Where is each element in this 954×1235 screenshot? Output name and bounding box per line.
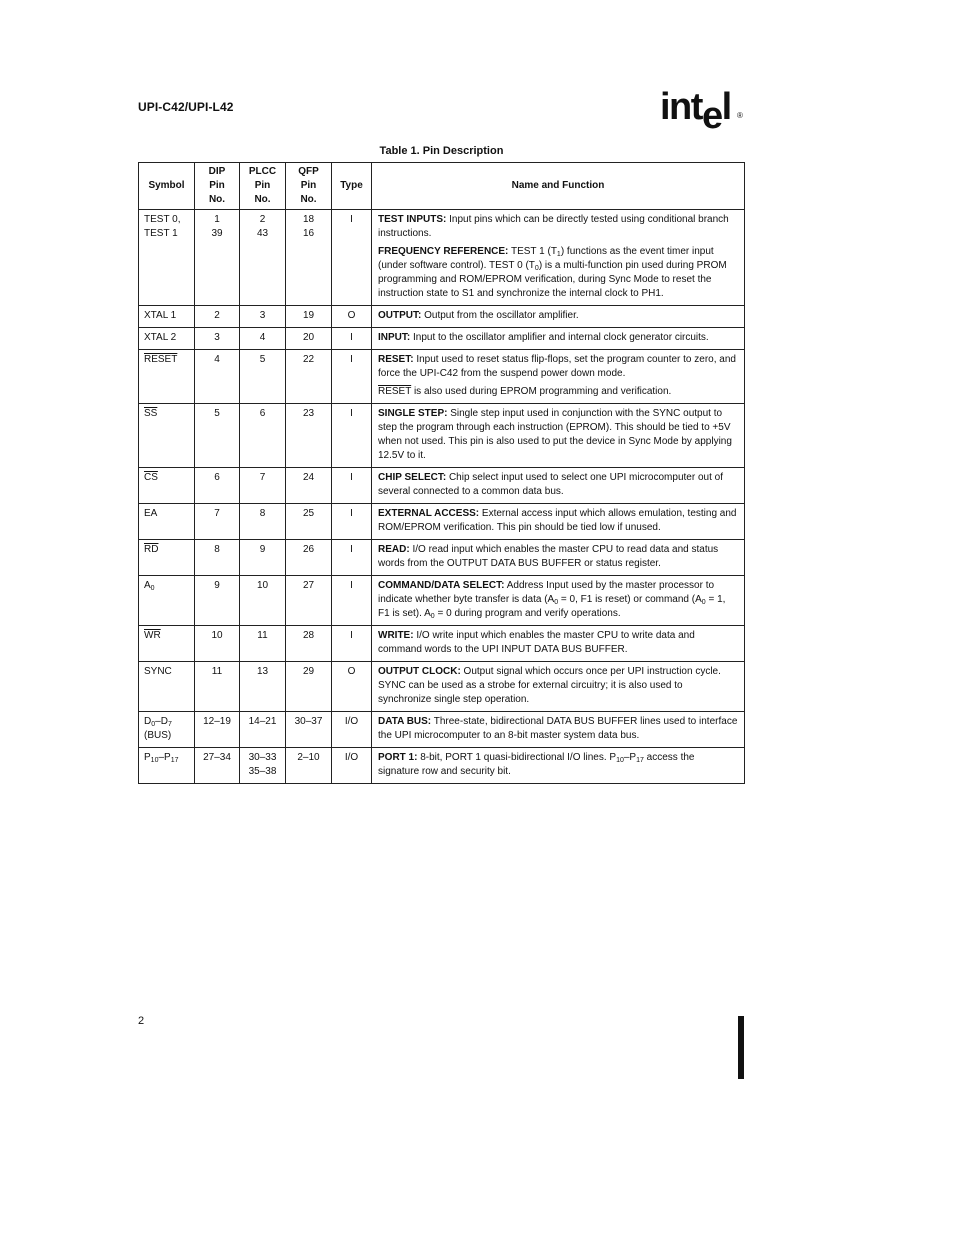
plcc-cell: 5 [240,350,286,404]
type-cell: I [332,504,372,540]
qfp-cell: 29 [286,662,332,712]
symbol-cell: RESET [139,350,195,404]
plcc-cell: 30–33 35–38 [240,748,286,784]
description-cell: COMMAND/DATA SELECT: Address Input used by the master processor to indicate whether byte transfer is data ($A_0 = 0$, F1 is reset) or command ($A_0 = 1$, F1 is set). $A_0 = 0$ during program and verify operations. [372,576,745,626]
symbol-cell: $P_{10}-P_{17}$ [139,748,195,784]
description-cell: RESET: Input used to reset status flip-flops, set the program counter to zero, and force the UPI-C42 from the suspend power down mode. RESET is also used during EPROM programming and verification. [372,350,745,404]
dip-cell: 10 [195,626,240,662]
plcc-cell: 3 [240,306,286,328]
table-row [139,712,745,748]
qfp-cell: 20 [286,328,332,350]
dip-cell: 7 [195,504,240,540]
table-row [139,504,745,540]
symbol-cell: SYNC [139,662,195,712]
description-cell: SINGLE STEP: Single step input used in conjunction with the SYNC output to step the program through each instruction (EPROM). This should be tied to +5V when not used. This pin is also used to put the device in Sync Mode by applying 12.5V to it. [372,404,745,468]
qfp-cell: 30–37 [286,712,332,748]
col-symbol: Symbol [139,163,195,210]
qfp-cell: 27 [286,576,332,626]
revision-change-bar [738,1016,744,1079]
table-row [139,748,745,784]
type-cell: I [332,404,372,468]
type-cell: O [332,662,372,712]
table-row [139,468,745,504]
plcc-cell: 11 [240,626,286,662]
type-cell: I [332,576,372,626]
symbol-cell: XTAL 1 [139,306,195,328]
type-cell: I/O [332,748,372,784]
symbol-cell: $\overline{SS}$ [139,404,195,468]
table-row [139,210,745,306]
qfp-cell: 25 [286,504,332,540]
description-cell: OUTPUT: Output from the oscillator amplifier. [372,306,745,328]
type-cell: I/O [332,712,372,748]
table-row [139,662,745,712]
col-qfp: QFP Pin No. [286,163,332,210]
table-caption: Table 1. Pin Description [379,145,504,157]
description-cell: TEST INPUTS: Input pins which can be directly tested using conditional branch instructions. FREQUENCY REFERENCE: TEST 1 $(T_1)$ functions as the event timer input (under software control). TEST 0 $(T_0)$ is a multi-function pin used during PROM programming and ROM/EPROM verification, during Sync Mode to reset the instruction state to S1 and synchronize the internal clock to PH1. [372,210,745,306]
plcc-cell: 6 [240,404,286,468]
qfp-cell: 2–10 [286,748,332,784]
description-cell: OUTPUT CLOCK: Output signal which occurs once per UPI instruction cycle. SYNC can be used as a strobe for external circuitry; it is also used to synchronize single step operation. [372,662,745,712]
description-cell: WRITE: I/O write input which enables the master CPU to write data and command words to the UPI INPUT DATA BUS BUFFER. [372,626,745,662]
plcc-cell: 9 [240,540,286,576]
qfp-cell: 18 16 [286,210,332,306]
qfp-cell: 28 [286,626,332,662]
symbol-cell: $\overline{RD}$ [139,540,195,576]
plcc-cell: 4 [240,328,286,350]
symbol-cell: EA [139,504,195,540]
table-row [139,540,745,576]
type-cell: I [332,350,372,404]
dip-cell: 3 [195,328,240,350]
type-cell: I [332,626,372,662]
col-dip: DIP Pin No. [195,163,240,210]
table-row [139,328,745,350]
description-cell: INPUT: Input to the oscillator amplifier and internal clock generator circuits. [372,328,745,350]
symbol-cell: $\overline{CS}$ [139,468,195,504]
type-cell: O [332,306,372,328]
plcc-cell: 2 43 [240,210,286,306]
type-cell: I [332,468,372,504]
plcc-cell: 13 [240,662,286,712]
table-row [139,626,745,662]
intel-logo: intel ® [660,86,743,137]
pin-description-table [138,162,745,784]
dip-cell: 27–34 [195,748,240,784]
col-plcc: PLCC Pin No. [240,163,286,210]
description-cell: EXTERNAL ACCESS: External access input which allows emulation, testing and ROM/EPROM verification. This pin should be tied low if unused. [372,504,745,540]
table-header-row [139,163,745,210]
col-name-function: Name and Function [372,163,745,210]
table-row [139,404,745,468]
description-cell: PORT 1: 8-bit, PORT 1 quasi-bidirectional I/O lines. $P_{10}-P_{17}$ access the signature row and security bit. [372,748,745,784]
dip-cell: 6 [195,468,240,504]
table-row [139,306,745,328]
qfp-cell: 19 [286,306,332,328]
description-cell: DATA BUS: Three-state, bidirectional DATA BUS BUFFER lines used to interface the UPI microcomputer to an 8-bit master system data bus. [372,712,745,748]
plcc-cell: 14–21 [240,712,286,748]
plcc-cell: 7 [240,468,286,504]
col-type: Type [332,163,372,210]
dip-cell: 2 [195,306,240,328]
symbol-cell: $A_0$ [139,576,195,626]
type-cell: I [332,210,372,306]
symbol-cell: XTAL 2 [139,328,195,350]
symbol-cell: $D_0-D_7$ (BUS) [139,712,195,748]
description-cell: READ: I/O read input which enables the master CPU to read data and status words from the OUTPUT DATA BUS BUFFER or status register. [372,540,745,576]
page-number: 2 [138,1015,145,1027]
dip-cell: 9 [195,576,240,626]
description-cell: CHIP SELECT: Chip select input used to select one UPI microcomputer out of several connected to a common data bus. [372,468,745,504]
qfp-cell: 24 [286,468,332,504]
document-title: UPI-C42/UPI-L42 [138,100,234,114]
type-cell: I [332,540,372,576]
dip-cell: 1 39 [195,210,240,306]
plcc-cell: 10 [240,576,286,626]
symbol-cell: TEST 0, TEST 1 [139,210,195,306]
qfp-cell: 22 [286,350,332,404]
dip-cell: 8 [195,540,240,576]
dip-cell: 5 [195,404,240,468]
qfp-cell: 23 [286,404,332,468]
table-row [139,576,745,626]
symbol-cell: $\overline{WR}$ [139,626,195,662]
dip-cell: 4 [195,350,240,404]
table-row [139,350,745,404]
type-cell: I [332,328,372,350]
plcc-cell: 8 [240,504,286,540]
dip-cell: 12–19 [195,712,240,748]
qfp-cell: 26 [286,540,332,576]
dip-cell: 11 [195,662,240,712]
